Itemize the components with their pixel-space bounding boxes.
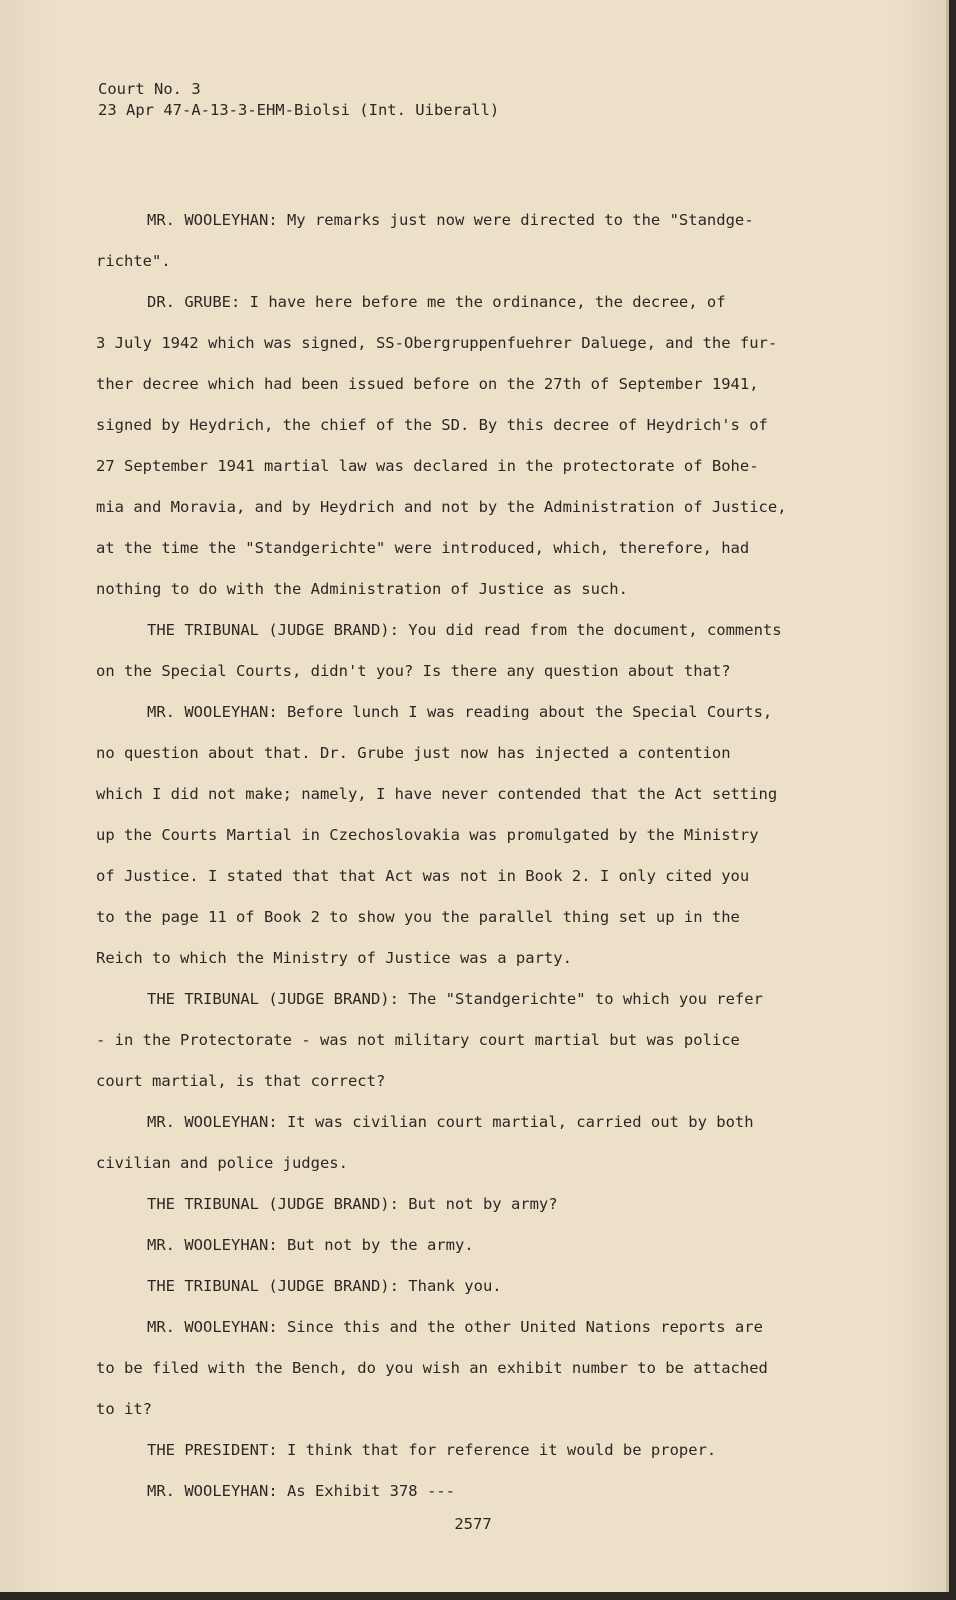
transcript-line: mia and Moravia, and by Heydrich and not by the Administration of Justice, (96, 498, 787, 516)
transcript-paragraph (96, 1225, 861, 1266)
transcript-line: nothing to do with the Administration of Justice as such. (96, 580, 628, 598)
transcript-line: THE TRIBUNAL (JUDGE BRAND): But not by army? (147, 1195, 558, 1213)
transcript-line: court martial, is that correct? (96, 1072, 386, 1090)
transcript-line: to be filed with the Bench, do you wish an exhibit number to be attached (96, 1359, 768, 1377)
transcript-line: 27 September 1941 martial law was declared in the protectorate of Bohe- (96, 457, 759, 475)
session-reference: 23 Apr 47-A-13-3-EHM-Biolsi (Int. Uiberall) (98, 101, 500, 119)
transcript-line: THE TRIBUNAL (JUDGE BRAND): The "Standgerichte" to which you refer (147, 990, 763, 1008)
transcript-line: which I did not make; namely, I have never contended that the Act setting (96, 785, 778, 803)
transcript-line: ther decree which had been issued before on the 27th of September 1941, (96, 375, 759, 393)
transcript-line: civilian and police judges. (96, 1154, 348, 1172)
transcript-line: no question about that. Dr. Grube just now has injected a contention (96, 744, 731, 762)
transcript-line: THE PRESIDENT: I think that for reference it would be proper. (147, 1441, 717, 1459)
transcript-body (96, 200, 861, 1512)
transcript-line: of Justice. I stated that that Act was not in Book 2. I only cited you (96, 867, 750, 885)
page-number: 2577 (454, 1515, 492, 1533)
transcript-paragraph (96, 1266, 861, 1307)
transcript-line: MR. WOOLEYHAN: Before lunch I was reading about the Special Courts, (147, 703, 773, 721)
transcript-line: richte". (96, 252, 171, 270)
transcript-line: DR. GRUBE: I have here before me the ordinance, the decree, of (147, 293, 726, 311)
transcript-line: MR. WOOLEYHAN: But not by the army. (147, 1236, 474, 1254)
transcript-line: - in the Protectorate - was not military court martial but was police (96, 1031, 740, 1049)
transcript-line: MR. WOOLEYHAN: As Exhibit 378 --- (147, 1482, 455, 1500)
transcript-line: 3 July 1942 which was signed, SS-Obergruppenfuehrer Daluege, and the fur- (96, 334, 778, 352)
transcript-paragraph (96, 282, 861, 610)
transcript-line: MR. WOOLEYHAN: It was civilian court martial, carried out by both (147, 1113, 754, 1131)
transcript-line: signed by Heydrich, the chief of the SD. By this decree of Heydrich's of (96, 416, 768, 434)
transcript-paragraph (96, 1307, 861, 1430)
transcript-line: at the time the "Standgerichte" were introduced, which, therefore, had (96, 539, 750, 557)
transcript-paragraph (96, 1184, 861, 1225)
transcript-line: to the page 11 of Book 2 to show you the parallel thing set up in the (96, 908, 740, 926)
transcript-line: MR. WOOLEYHAN: My remarks just now were directed to the "Standge- (147, 211, 754, 229)
transcript-paragraph (96, 1471, 861, 1512)
transcript-paragraph (96, 200, 861, 282)
transcript-line: Reich to which the Ministry of Justice was a party. (96, 949, 572, 967)
transcript-paragraph (96, 979, 861, 1102)
transcript-line: to it? (96, 1400, 152, 1418)
transcript-paragraph (96, 692, 861, 979)
transcript-line: THE TRIBUNAL (JUDGE BRAND): You did read from the document, comments (147, 621, 782, 639)
transcript-line: up the Courts Martial in Czechoslovakia was promulgated by the Ministry (96, 826, 759, 844)
transcript-line: MR. WOOLEYHAN: Since this and the other United Nations reports are (147, 1318, 763, 1336)
court-number: Court No. 3 (98, 80, 201, 98)
transcript-line: THE TRIBUNAL (JUDGE BRAND): Thank you. (147, 1277, 502, 1295)
transcript-paragraph (96, 1102, 861, 1184)
transcript-paragraph (96, 610, 861, 692)
transcript-paragraph (96, 1430, 861, 1471)
transcript-line: on the Special Courts, didn't you? Is there any question about that? (96, 662, 731, 680)
